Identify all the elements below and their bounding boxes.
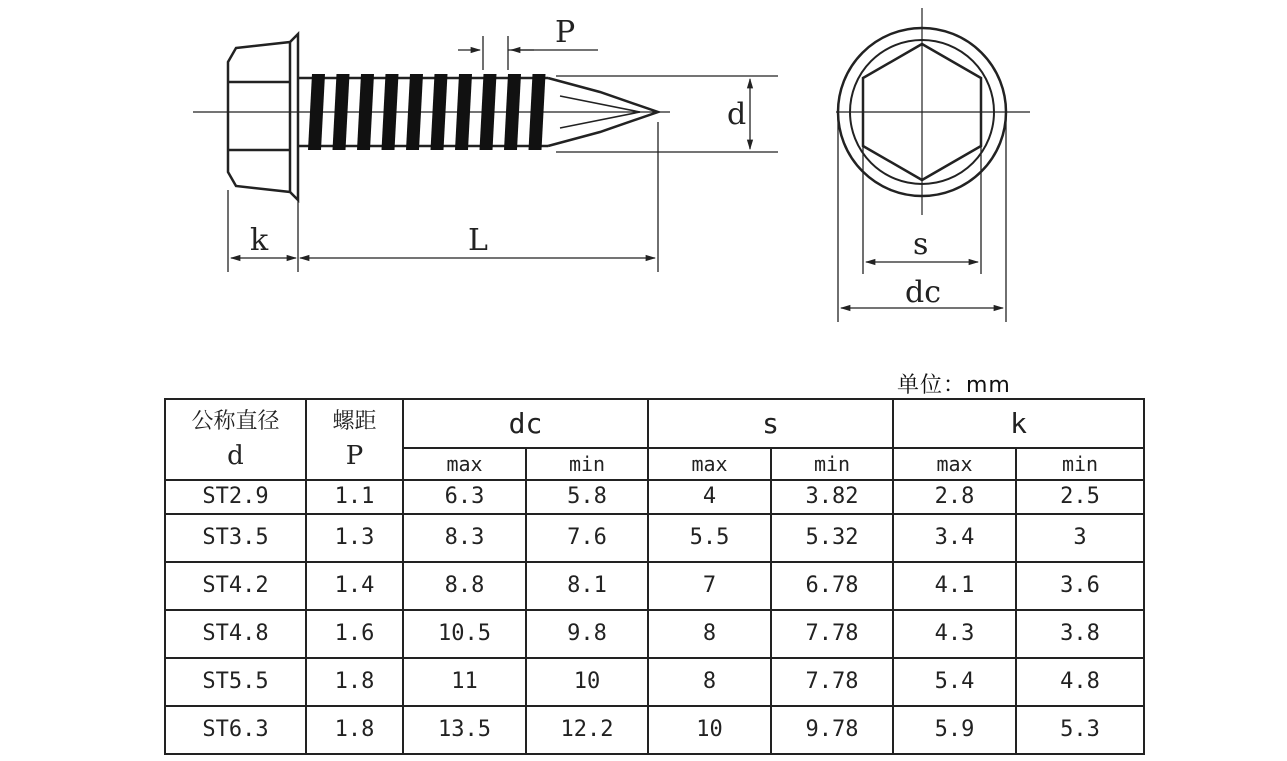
cell-k-max: 5.9 (893, 706, 1016, 754)
cell-p: 1.4 (306, 562, 403, 610)
nominal-sym: d (227, 440, 244, 471)
cell-p: 1.8 (306, 706, 403, 754)
cell-d: ST6.3 (165, 706, 306, 754)
header-s-min: min (771, 448, 893, 480)
header-pitch (306, 399, 403, 480)
cell-s-max: 5.5 (648, 514, 771, 562)
table-row (165, 706, 1144, 754)
cell-s-min: 7.78 (771, 658, 893, 706)
cell-dc-min: 5.8 (526, 480, 648, 514)
cell-s-max: 4 (648, 480, 771, 514)
table-row (165, 514, 1144, 562)
cell-dc-max: 8.3 (403, 514, 526, 562)
cell-dc-max: 8.8 (403, 562, 526, 610)
thread-crest (308, 74, 325, 150)
thread-crest (406, 74, 423, 150)
cell-d: ST3.5 (165, 514, 306, 562)
header-dc-max: max (403, 448, 526, 480)
cell-s-min: 3.82 (771, 480, 893, 514)
header-s: s (648, 399, 893, 448)
cell-d: ST5.5 (165, 658, 306, 706)
cell-k-min: 4.8 (1016, 658, 1144, 706)
header-k: k (893, 399, 1144, 448)
header-s-max: max (648, 448, 771, 480)
cell-p: 1.6 (306, 610, 403, 658)
head-height-label: k (250, 223, 269, 258)
cell-p: 1.8 (306, 658, 403, 706)
thread-crest (431, 74, 448, 150)
flange-diameter-label: dc (905, 275, 942, 310)
dimension-table (164, 398, 1145, 755)
cell-k-min: 3.8 (1016, 610, 1144, 658)
cell-k-max: 2.8 (893, 480, 1016, 514)
cell-p: 1.1 (306, 480, 403, 514)
thread-crest (357, 74, 374, 150)
cell-k-min: 2.5 (1016, 480, 1144, 514)
cell-k-min: 3 (1016, 514, 1144, 562)
length-label: L (468, 223, 488, 258)
cell-s-max: 8 (648, 658, 771, 706)
cell-d: ST4.2 (165, 562, 306, 610)
cell-dc-max: 11 (403, 658, 526, 706)
thread-crest (480, 74, 497, 150)
header-k-max: max (893, 448, 1016, 480)
table-row (165, 610, 1144, 658)
cell-k-max: 5.4 (893, 658, 1016, 706)
cell-s-max: 8 (648, 610, 771, 658)
screw-side-view (193, 34, 670, 200)
cell-k-max: 4.1 (893, 562, 1016, 610)
cell-k-max: 4.3 (893, 610, 1016, 658)
header-nominal-diameter (165, 399, 306, 480)
cell-dc-max: 13.5 (403, 706, 526, 754)
cell-d: ST4.8 (165, 610, 306, 658)
thread-crest (382, 74, 399, 150)
header-dc-min: min (526, 448, 648, 480)
cell-s-min: 6.78 (771, 562, 893, 610)
diameter-label: d (727, 97, 747, 132)
side-view-dimensions (228, 36, 778, 272)
pitch-zh: 螺距 (332, 408, 377, 434)
cell-s-max: 7 (648, 562, 771, 610)
screw-technical-drawing (0, 0, 1287, 340)
cell-s-min: 7.78 (771, 610, 893, 658)
thread-crest (504, 74, 521, 150)
cell-d: ST2.9 (165, 480, 306, 514)
thread-crest (333, 74, 350, 150)
cell-k-max: 3.4 (893, 514, 1016, 562)
cell-p: 1.3 (306, 514, 403, 562)
cell-dc-min: 10 (526, 658, 648, 706)
thread-crest (529, 74, 546, 150)
cell-dc-min: 8.1 (526, 562, 648, 610)
cell-dc-min: 9.8 (526, 610, 648, 658)
cell-k-min: 3.6 (1016, 562, 1144, 610)
across-flats-label: s (913, 227, 929, 262)
thread-crest (455, 74, 472, 150)
cell-dc-max: 10.5 (403, 610, 526, 658)
header-dc: dc (403, 399, 648, 448)
table-row (165, 562, 1144, 610)
pitch-label: P (555, 15, 576, 50)
cell-k-min: 5.3 (1016, 706, 1144, 754)
cell-dc-min: 12.2 (526, 706, 648, 754)
table-row (165, 480, 1144, 514)
nominal-zh: 公称直径 (191, 408, 280, 434)
cell-dc-max: 6.3 (403, 480, 526, 514)
header-k-min: min (1016, 448, 1144, 480)
cell-s-min: 5.32 (771, 514, 893, 562)
unit-note: 单位：mm (897, 373, 1011, 398)
table-row (165, 658, 1144, 706)
cell-s-max: 10 (648, 706, 771, 754)
cell-s-min: 9.78 (771, 706, 893, 754)
cell-dc-min: 7.6 (526, 514, 648, 562)
pitch-sym: P (345, 440, 364, 471)
